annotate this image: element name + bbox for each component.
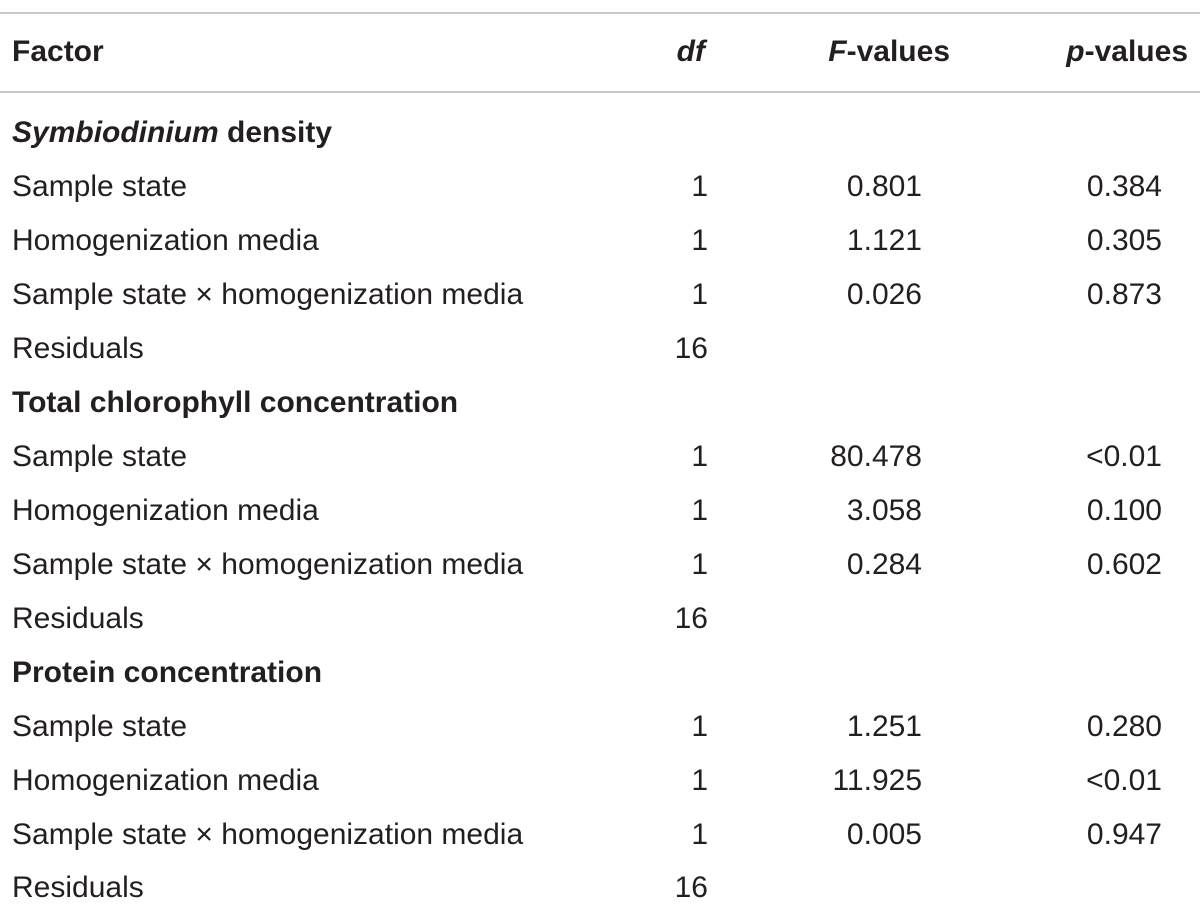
section-title [12, 106, 332, 160]
table-row [0, 322, 1200, 376]
f-value-cell: 0.005 [846, 818, 922, 851]
df-cell: 1 [691, 170, 708, 203]
f-value-cell: 11.925 [832, 764, 922, 797]
df-cell: 1 [691, 278, 708, 311]
section-title-rest: Total chlorophyll concentration [12, 386, 459, 419]
table-row [0, 430, 1200, 484]
factor-cell: Sample state [12, 710, 188, 743]
df-cell: 16 [674, 602, 708, 635]
p-value-cell [1000, 322, 1162, 376]
header-df [600, 25, 705, 79]
f-value-cell: 3.058 [846, 494, 922, 527]
header-df-label: df [676, 35, 705, 68]
table-header-row [0, 25, 1200, 79]
f-value-cell: 0.026 [846, 278, 922, 311]
section-title-row [0, 376, 1200, 430]
p-value-cell: 0.873 [1086, 278, 1162, 311]
section-title [12, 646, 322, 700]
p-value-cell: 0.947 [1086, 818, 1162, 851]
header-p-suffix: -values [1084, 35, 1188, 68]
factor-cell: Sample state × homogenization media [12, 818, 524, 851]
table-row [0, 861, 1200, 915]
df-cell: 1 [691, 224, 708, 257]
p-value-cell: 0.384 [1086, 170, 1162, 203]
table-row [0, 700, 1200, 754]
df-cell: 1 [691, 710, 708, 743]
factor-cell: Sample state [12, 170, 188, 203]
p-value-cell: 0.305 [1086, 224, 1162, 257]
p-value-cell: <0.01 [1086, 764, 1162, 797]
df-cell: 1 [691, 548, 708, 581]
section-title-rest: density [218, 116, 333, 149]
table-row [0, 538, 1200, 592]
p-value-cell: <0.01 [1086, 440, 1162, 473]
f-value-cell: 0.801 [846, 170, 922, 203]
header-f-prefix: F [828, 35, 847, 68]
factor-cell: Residuals [12, 871, 144, 904]
factor-cell: Residuals [12, 602, 144, 635]
table-row [0, 592, 1200, 646]
p-value-cell: 0.602 [1086, 548, 1162, 581]
factor-cell: Sample state × homogenization media [12, 548, 524, 581]
f-value-cell [760, 592, 922, 646]
f-value-cell [760, 322, 922, 376]
section-title-row [0, 106, 1200, 160]
df-cell: 16 [674, 332, 708, 365]
df-cell: 1 [691, 818, 708, 851]
header-rule [0, 91, 1200, 93]
table-row [0, 160, 1200, 214]
header-p-prefix: p [1066, 35, 1085, 68]
table-row [0, 214, 1200, 268]
section-title-rest: Protein concentration [12, 656, 323, 689]
p-value-cell [1000, 592, 1162, 646]
header-f-values [760, 25, 950, 79]
section-title [12, 376, 458, 430]
factor-cell: Sample state × homogenization media [12, 278, 524, 311]
df-cell: 1 [691, 494, 708, 527]
p-value-cell: 0.280 [1086, 710, 1162, 743]
df-cell: 16 [674, 871, 708, 904]
table-row [0, 808, 1200, 862]
section-title-italic: Symbiodinium [12, 116, 219, 149]
table-row [0, 268, 1200, 322]
table-row [0, 754, 1200, 808]
factor-cell: Residuals [12, 332, 144, 365]
f-value-cell: 1.121 [846, 224, 922, 257]
f-value-cell: 0.284 [846, 548, 922, 581]
factor-cell: Homogenization media [12, 764, 319, 797]
df-cell: 1 [691, 764, 708, 797]
header-factor: Factor [12, 35, 104, 68]
table-row [0, 484, 1200, 538]
p-value-cell [1000, 861, 1162, 915]
section-title-row [0, 646, 1200, 700]
factor-cell: Homogenization media [12, 224, 319, 257]
top-rule [0, 12, 1200, 14]
p-value-cell: 0.100 [1086, 494, 1162, 527]
df-cell: 1 [691, 440, 708, 473]
f-value-cell: 80.478 [830, 440, 922, 473]
factor-cell: Sample state [12, 440, 188, 473]
header-f-suffix: -values [846, 35, 950, 68]
f-value-cell [760, 861, 922, 915]
f-value-cell: 1.251 [846, 710, 922, 743]
factor-cell: Homogenization media [12, 494, 319, 527]
header-p-values [1000, 25, 1188, 79]
